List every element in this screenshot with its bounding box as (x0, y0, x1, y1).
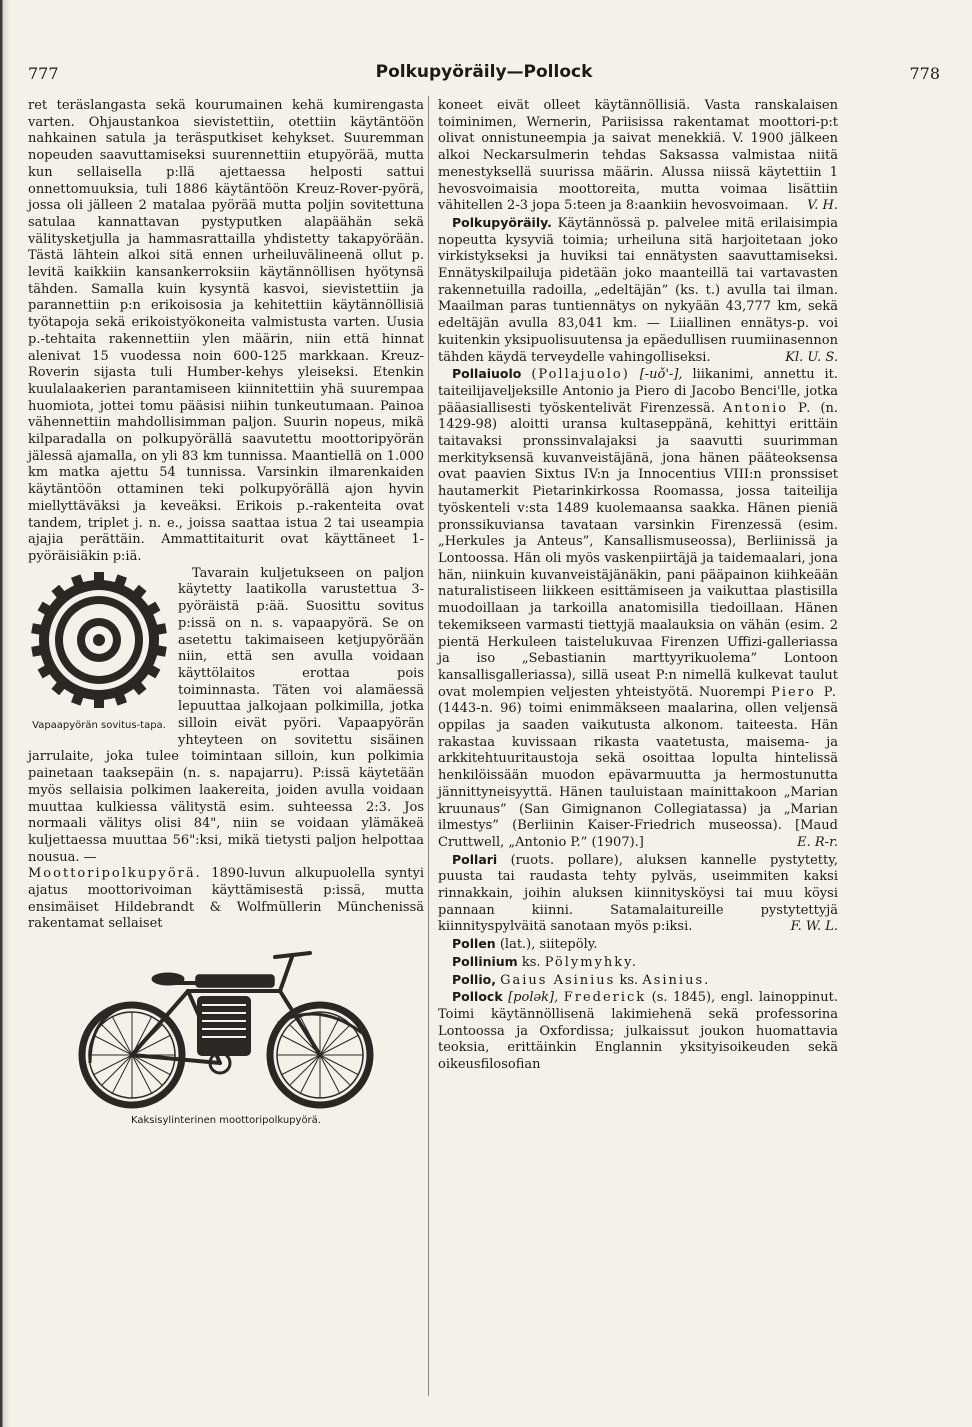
motorcycle-figure (28, 943, 424, 1127)
page-number-right: 778 (909, 64, 940, 83)
entry-pollio: Pollio, Gaius Asinius ks. Asinius. (452, 971, 711, 988)
entry-heading: Pollock (452, 989, 503, 1005)
cross-reference: Pölymyhky. (544, 954, 638, 970)
entry-heading: Pollaiuolo (452, 366, 522, 382)
entry-heading: Pollen (452, 936, 496, 952)
person-name: Piero P. (771, 684, 838, 700)
entry-heading: Pollio, (452, 971, 496, 987)
entry-heading: Pollari (452, 851, 498, 867)
entry-heading: Polkupyöräily. (452, 214, 552, 230)
section-heading: Moottoripolkupyörä. (28, 866, 202, 882)
paragraph: Tavarain kuljetukseen on paljon käytetty laatikolla varustettua 3-pyöräistä p:ää. Suosittu sovitus p:issä on n. s. vapaapyörä. Se on asetettu takimaiseen ketjupyörään niin, että sen avulla voidaan käyttölaitos erottaa pois toiminnasta. Täten voi alamäessä lepuuttaa jalkojaan polkimilla, jotka silloin eivät pyöri. Vapaapyörän yhteyteen on sovitettu sisäinen jarrulaite, joka tulee toimintaan silloin, kun polkimia painetaan taaksepäin (n. s. napajarru). P:issä käytetään myös sellaisia polkimen laakereita, joiden avulla voidaan muuttaa kulkiessa välitystä esim. suhteessa 2:3. Jos normaali välitys olisi 84", niin se voidaan ylämäkeä kuljettaessa muuttaa 56":ksi, mikä tietysti paljon helpottaa nousua. — (28, 565, 424, 865)
entry-polkupyoraily: Polkupyöräily. Käytännössä p. palvelee mitä erilaisimpia nopeutta kysyviä toimia; urheiluna sitä harjoitetaan joko virkistykseksi ja huviksi tai ennätysten saavuttamiseksi. Ennätyskilpailuja pidetään joko maanteillä tai vartavasten rakennetuilla radoilla, „edeltäjän” (ks. t.) avulla tai ilman. Maailman paras tuntiennätys on nykyään 43,777 km, sekä edeltäjän avulla 83,041 km. — Liiallinen ennätys-p. voi kuitenkin yksipuolisuutensa ja epäedullisen ruumiinasennon tähden käydä terveydelle vahingolliseksi. Kl. U. S. (438, 214, 839, 365)
motorcycle-caption: Kaksisylinterinen moottoripolkupyörä. (131, 1115, 321, 1127)
person-name: Antonio P. (722, 400, 813, 416)
entry-pollinium: Pollinium ks. Pölymyhky. (452, 953, 638, 970)
author-signature: E. R-r. (797, 834, 838, 850)
page-header (28, 62, 940, 88)
person-name: Frederick (563, 990, 647, 1006)
entry-pollari: Pollari (ruots. pollare), aluksen kannelle pystytetty, puusta tai raudasta tehty pylväs, useimmiten kaksi rinnakkain, joihin aluksen kiinnitysköysi tai muu köysi pannaan kiinni. Satamalaitureille pystytettyjä kiinnityspylväitä sanotaan myös p:iksi. F. W. L. (438, 851, 838, 935)
freewheel-illustration (30, 568, 168, 720)
running-title: Polkupyöräily—Pollock (375, 62, 593, 82)
entry-pollaiuolo: Pollaiuolo (Pollajuolo) [-uǒ'-], liikanimi, annettu it. taiteilijaveljeksille Antonio ja Piero di Jacobo Benci'lle, jotka pääasiallisesti työskentelivät Firenzessä. Antonio P. (n. 1429-98) aloitti uransa kultaseppänä, kehittyi erittäin taitavaksi pronssinvalajaksi ja saavutti suurimman merkityksensä kuvanveistäjänä, jona hänen pääteoksensa ovat paavien Sixtus IV:n ja Innocentius VIII:n pronssiset hautamerkit Pietarinkirkossa Roomassa, jossa taiteilija työskenteli v:sta 1489 kuolemaansa saakka. Hänen pieniä pronssikuviansa tavataan varsinkin Firenzessä (esim. „Herkules ja Anteus”, Kansallismuseossa), Berliinissä ja Lontoossa. Hän oli myös vaskenpiirtäjä ja taidemaalari, jona hän, niinkuin kuvanveistäjänäkin, pani pääpainon kiihkeään naturalistiseen liikkeen esittämiseen ja vaikuttaa plastisilla muodoillaan ja tarkoilla anatomisilla tiedoillaan. Hänen tekemikseen varmasti tiettyjä maalauksia on vähän (esim. 2 pientä Herkuleen taistelukuvaa Firenzen Uffizi-galleriassa ja iso „Sebastianin marttyyrikuolema” Lontoon kansallisgalleriassa), sillä useat P:n nimellä kulkevat taulut ovat molempien veljesten yhteistyötä. Nuorempi Piero P. (1443-n. 96) toimi enimmäkseen maalarina, ollen veljensä oppilas ja saaden vaikutusta alkonom. taiteesta. Hän rakastaa kuvissaan rikasta vaatetusta, maisema- ja arkkitehtuuritaustoja sekä osoittaa lopulta hintelissä henkilöissään muodon epävarmuutta ja hermostunutta jännittyneisyyttä. Hänen tauluistaan mainittakoon „Marian kruunaus” (San Gimignanon Collegiatassa) ja „Marian ilmestys” (Berliinin Kaiser-Friedrich museossa). [Maud Cruttwell, „Antonio P.” (1907).] E. R-r. (438, 366, 839, 850)
author-signature: F. W. L. (790, 919, 838, 935)
left-column (28, 98, 424, 1127)
author-signature: V. H. (807, 198, 838, 214)
paragraph: Moottoripolkupyörä. 1890-luvun alkupuolella syntyi ajatus moottorivoiman käyttämisestä p:issä, mutta ensimäiset Hildebrandt & Wolfmüllerin Münchenissä rakentamat sellaiset (28, 866, 424, 932)
scan-edge (0, 0, 10, 1427)
freewheel-caption: Vapaapyörän sovitus-tapa. (32, 719, 166, 731)
freewheel-figure (28, 568, 170, 732)
paragraph: koneet eivät olleet käytännöllisiä. Vasta ranskalaisen toiminimen, Wernerin, Pariisissa rakentamat moottori-p:t olivat onnistuneempia ja saivat menekkiä. V. 1900 jälkeen alkoi Neckarsulmerin tehdas Saksassa valmistaa niitä menestyksellä suurissa määrin. Alussa niissä käytettiin 1 hevosvoimaisia moottoreita, mutta voimaa lisättiin vähitellen 2-3 jopa 5:teen ja 8:aankiin hevosvoimaan. V. H. (438, 98, 838, 214)
entry-heading: Pollinium (452, 953, 518, 969)
right-column (438, 98, 838, 1074)
entry-pollen: Pollen (lat.), siitepöly. (452, 936, 598, 953)
paragraph: ret teräslangasta sekä kourumainen kehä kumirengasta varten. Ohjaustankoa sievistettiin, otettiin käytäntöön nahkainen satula ja teräsputkiset kehykset. Suuremman nopeuden saavuttamiseksi suurennettiin etupyörää, mutta kun sellaisella p:llä ajettaessa helposti sattui onnettomuuksia, tuli 1886 käytäntöön Kreuz-Rover-pyörä, jossa oli jälleen 2 matalaa pyörää mutta poljin sovitettuna satulaa kannattavan pystyputken alapäähän sekä välitysketjulla ja hammasrattailla yhdistetty takapyörään. Tästä lähtein alkoi sitä ennen urheiluvälineenä ollut p. levitä kaikkiin kansankerroksiin käytännöllisen hyötynsä tähden. Samalla kuin kysyntä kasvoi, sievistettiin ja parannettiin p:n erikoisosia ja kehitettiin käytännöllisiä työtapoja sekä erikoistyökoneita valmistusta varten. Uusia p.-tehtaita rakennettiin ylen määrin, niin että hinnat alenivat 15 vuodessa noin 600-125 markkaan. Kreuz-Roverin sijasta tuli Humber-kehys yleiseksi. Etenkin kuulalaakerien parantamiseen kiinnitettiin yhä suurempaa huomiota, jottei tomu pääsisi niihin tunkeutumaan. Painoa vähennettiin mahdollisimman paljon. Suurin nopeus, mikä kilparadalla on polkupyörällä saavutettu moottoripyörän jälessä ajamalla, on yli 83 km tunnissa. Maantiellä on 1.000 km matka ajettu 54 tunnissa. Varsinkin ilmarenkaiden käytäntöön ottaminen teki polkupyörällä ajon hyvin miellyttäväksi ja keveäksi. Erikois p.-rakenteita ovat tandem, triplet j. n. e., joissa saattaa istua 2 tai useampia ajajia perättäin. Ammattitaiturit ovat käyttäneet 1-pyöräisiäkin p:iä. (28, 98, 424, 564)
motorcycle-illustration (70, 943, 382, 1115)
author-signature: Kl. U. S. (785, 349, 838, 365)
column-divider (428, 96, 429, 1396)
entry-pollock: Pollock [polək], Frederick (s. 1845), engl. lainoppinut. Toimi käytännöllisenä lakimiehenä sekä professorina Lontoossa ja Oxfordissa; julkaissut joukon huomattavia teoksia, erittäinkin Englannin yksityisoikeuden sekä oikeusfilosofian (438, 989, 838, 1073)
page-number-left: 777 (28, 64, 59, 83)
cross-reference: Asinius. (642, 972, 711, 988)
